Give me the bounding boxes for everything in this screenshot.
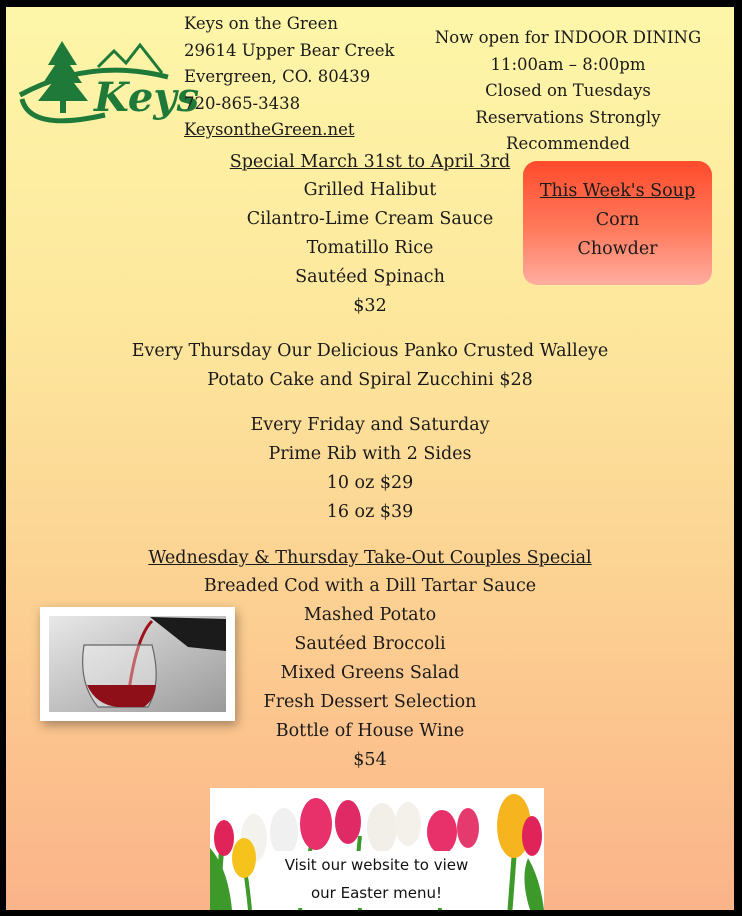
street-address: 29614 Upper Bear Creek bbox=[184, 40, 395, 60]
business-name: Keys on the Green bbox=[184, 14, 338, 33]
special-item: Tomatillo Rice bbox=[306, 238, 434, 258]
couples-item: Mixed Greens Salad bbox=[280, 663, 460, 683]
couples-price: $54 bbox=[353, 750, 387, 770]
special-item: Sautéed Spinach bbox=[295, 267, 445, 287]
special-title: Special March 31st to April 3rd bbox=[229, 152, 511, 172]
soup-title: This Week's Soup bbox=[539, 181, 696, 201]
prime-rib-16oz: 16 oz $39 bbox=[326, 502, 414, 522]
tulip-banner bbox=[210, 788, 544, 910]
couples-item: Fresh Dessert Selection bbox=[263, 692, 477, 712]
easter-menu-callout[interactable] bbox=[272, 851, 481, 908]
couples-special-title: Wednesday & Thursday Take-Out Couples Special bbox=[148, 548, 592, 568]
couples-item: Mashed Potato bbox=[303, 605, 437, 625]
thursday-special-line2: Potato Cake and Spiral Zucchini $28 bbox=[207, 370, 533, 390]
logo-text: Keys bbox=[94, 74, 200, 121]
hours-block bbox=[418, 25, 718, 158]
thursday-special-line1: Every Thursday Our Delicious Panko Crusted Walleye bbox=[131, 341, 609, 361]
soup-name-line2: Chowder bbox=[577, 239, 658, 259]
easter-line2: our Easter menu! bbox=[310, 884, 442, 902]
contact-block bbox=[184, 11, 395, 144]
opening-hours: 11:00am – 8:00pm bbox=[490, 54, 646, 74]
couples-item: Breaded Cod with a Dill Tartar Sauce bbox=[203, 576, 537, 596]
phone-number[interactable]: 720-865-3438 bbox=[184, 93, 301, 113]
special-item: Grilled Halibut bbox=[303, 180, 437, 200]
soup-name-line1: Corn bbox=[595, 210, 640, 230]
keys-logo bbox=[10, 37, 200, 129]
website-link[interactable]: KeysontheGreen.net bbox=[184, 120, 355, 139]
special-item: Cilantro-Lime Cream Sauce bbox=[246, 209, 494, 229]
couples-item: Sautéed Broccoli bbox=[294, 634, 446, 654]
easter-line1: Visit our website to view bbox=[284, 856, 469, 874]
prime-rib-item: Prime Rib with 2 Sides bbox=[268, 444, 472, 464]
prime-rib-10oz: 10 oz $29 bbox=[326, 473, 414, 493]
special-price: $32 bbox=[353, 296, 387, 316]
weekly-soup-box bbox=[523, 161, 712, 285]
wine-pour-image bbox=[40, 607, 235, 721]
couples-item: Bottle of House Wine bbox=[275, 721, 465, 741]
closed-days: Closed on Tuesdays bbox=[485, 81, 651, 100]
indoor-dining-notice: Now open for INDOOR DINING bbox=[434, 28, 702, 47]
city-state-zip: Evergreen, CO. 80439 bbox=[184, 67, 371, 86]
flyer bbox=[6, 7, 734, 910]
weekend-heading: Every Friday and Saturday bbox=[250, 415, 490, 435]
reservations-note: Reservations Strongly Recommended bbox=[475, 107, 661, 153]
